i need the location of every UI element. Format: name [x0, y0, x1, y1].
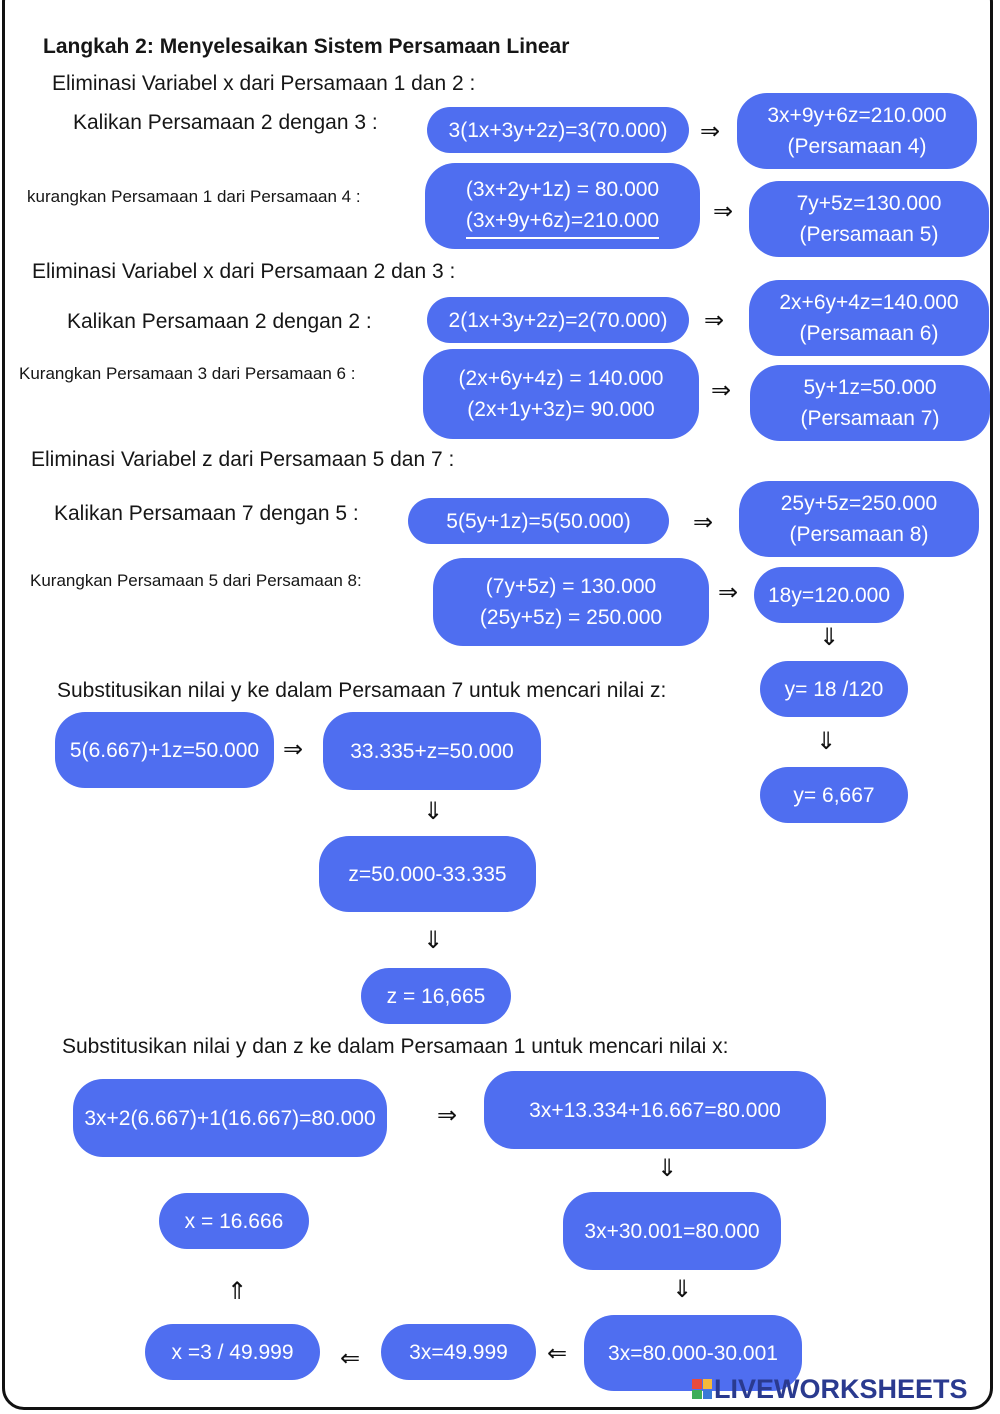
- sec1-step1-result: 3x+9y+6z=210.000 (Persamaan 4): [737, 93, 977, 169]
- right-arrow-icon: ⇒: [437, 1102, 458, 1129]
- down-arrow-icon: ⇓: [672, 1276, 693, 1303]
- sec1-step2-result: 7y+5z=130.000 (Persamaan 5): [749, 181, 989, 257]
- sec1-step2-label: kurangkan Persamaan 1 dari Persamaan 4 :: [27, 187, 361, 206]
- y-step-3: y= 6,667: [760, 767, 908, 823]
- right-arrow-icon: ⇒: [693, 509, 714, 536]
- sec2-step1-equation: 2(1x+3y+2z)=2(70.000): [427, 297, 689, 343]
- right-arrow-icon: ⇒: [704, 307, 725, 334]
- sec1-step1-equation: 3(1x+3y+2z)=3(70.000): [427, 107, 689, 153]
- z-step-3: z=50.000-33.335: [319, 836, 536, 912]
- down-arrow-icon: ⇓: [423, 798, 444, 825]
- z-step-2: 33.335+z=50.000: [323, 712, 541, 790]
- x-step-1: 3x+2(6.667)+1(16.667)=80.000: [73, 1079, 387, 1157]
- x-step-2: 3x+13.334+16.667=80.000: [484, 1071, 826, 1149]
- z-step-4: z = 16,665: [361, 968, 511, 1024]
- liveworksheets-logo-icon: [692, 1379, 712, 1399]
- sec2-step2-equation: (2x+6y+4z) = 140.000 (2x+1y+3z)= 90.000: [423, 349, 699, 439]
- sec3-step1-result: 25y+5z=250.000 (Persamaan 8): [739, 481, 979, 557]
- liveworksheets-logo[interactable]: [692, 1374, 968, 1404]
- sec3-step1-label: Kalikan Persamaan 7 dengan 5 :: [54, 502, 359, 525]
- sec3-step2-equation: (7y+5z) = 130.000 (25y+5z) = 250.000: [433, 558, 709, 646]
- page-title: Langkah 2: Menyelesaikan Sistem Persamaan Linear: [43, 35, 570, 58]
- x-step-7: x = 16.666: [159, 1193, 309, 1249]
- sec3-step2-label: Kurangkan Persamaan 5 dari Persamaan 8:: [30, 571, 362, 590]
- logo-text: LIVEWORKSHEETS: [714, 1373, 968, 1404]
- sec2-step1-result: 2x+6y+4z=140.000 (Persamaan 6): [749, 280, 989, 356]
- sec2-step2-result: 5y+1z=50.000 (Persamaan 7): [750, 365, 990, 441]
- x-step-5: 3x=49.999: [381, 1324, 536, 1380]
- sec2-step2-label: Kurangkan Persamaan 3 dari Persamaan 6 :: [19, 364, 356, 383]
- sec1-step2-equation: (3x+2y+1z) = 80.000 (3x+9y+6z)=210.000: [425, 163, 700, 249]
- down-arrow-icon: ⇓: [819, 624, 840, 651]
- sec5-heading: Substitusikan nilai y dan z ke dalam Persamaan 1 untuk mencari nilai x:: [62, 1035, 729, 1058]
- right-arrow-icon: ⇒: [718, 579, 739, 606]
- sec2-step1-label: Kalikan Persamaan 2 dengan 2 :: [67, 310, 372, 333]
- down-arrow-icon: ⇓: [423, 927, 444, 954]
- sec3-heading: Eliminasi Variabel z dari Persamaan 5 dan 7 :: [31, 448, 455, 471]
- sec4-heading: Substitusikan nilai y ke dalam Persamaan 7 untuk mencari nilai z:: [57, 679, 667, 702]
- z-step-1: 5(6.667)+1z=50.000: [55, 712, 274, 788]
- down-arrow-icon: ⇓: [816, 728, 837, 755]
- y-step-1: 18y=120.000: [754, 567, 904, 623]
- right-arrow-icon: ⇒: [711, 377, 732, 404]
- y-step-2: y= 18 /120: [760, 661, 908, 717]
- left-arrow-icon: ⇐: [547, 1340, 568, 1367]
- x-step-4: 3x=80.000-30.001: [584, 1315, 802, 1391]
- x-step-6: x =3 / 49.999: [145, 1324, 320, 1380]
- sec2-heading: Eliminasi Variabel x dari Persamaan 2 dan 3 :: [32, 260, 456, 283]
- left-arrow-icon: ⇐: [340, 1345, 361, 1372]
- right-arrow-icon: ⇒: [700, 118, 721, 145]
- sec1-heading: Eliminasi Variabel x dari Persamaan 1 dan 2 :: [52, 72, 476, 95]
- x-step-3: 3x+30.001=80.000: [563, 1192, 781, 1270]
- sec1-step1-label: Kalikan Persamaan 2 dengan 3 :: [73, 111, 378, 134]
- up-arrow-icon: ⇑: [227, 1278, 248, 1305]
- right-arrow-icon: ⇒: [283, 736, 304, 763]
- right-arrow-icon: ⇒: [713, 198, 734, 225]
- down-arrow-icon: ⇓: [657, 1155, 678, 1182]
- sec3-step1-equation: 5(5y+1z)=5(50.000): [408, 498, 669, 544]
